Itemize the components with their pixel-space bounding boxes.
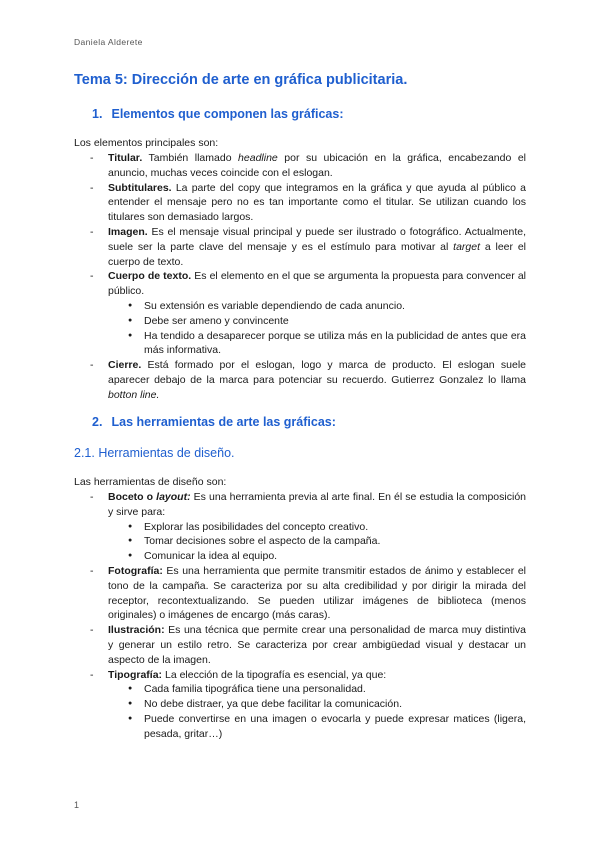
term-titular: Titular.	[108, 152, 143, 164]
bullet-item: ● Puede convertirse en una imagen o evocarla y puede expresar matices (ligera, pesada, gritar…)	[108, 712, 526, 742]
text-subtitulares: La parte del copy que integramos en la gráfica y que ayuda al público a entender el mensaje pero no es tan importante como el titular. Se utilizan cuando los titulares son demasiado largos.	[108, 181, 526, 224]
term-boceto	[108, 491, 191, 503]
list-item-ilustracion	[74, 623, 526, 667]
list-item-imagen	[74, 225, 526, 269]
list-item-tipografia	[74, 668, 526, 742]
text-cuerpo: Es el elemento en el que se argumenta la propuesta para convencer al público.	[108, 270, 526, 298]
term-fotografia: Fotografía:	[108, 564, 163, 577]
tipografia-bullets	[108, 682, 526, 741]
section-2-title: Las herramientas de arte las gráficas:	[111, 415, 336, 429]
bullet-item: ● Debe ser ameno y convincente	[108, 314, 526, 329]
text-titular-2: por su ubicación en la gráfica, encabezando el anuncio, muchas veces coincide con el eslogan.	[108, 152, 526, 179]
text-ilustracion: Es una técnica que permite crear una personalidad de marca muy distintiva y generar un estilo retro. Se caracteriza por crear ambigüedad visual y destacar un aspecto de la imagen.	[108, 624, 526, 666]
text-imagen-1: Es el mensaje visual principal y puede ser ilustrado o fotográfico. Actualmente, suele ser la parte clave del mensaje y es el estímulo para motivar al	[108, 225, 526, 253]
section-1-heading	[92, 107, 344, 121]
subsection-2-1-intro: Las herramientas de diseño son:	[74, 476, 227, 488]
text-titular-1: También llamado	[142, 152, 239, 164]
list-item-cierre	[74, 358, 526, 402]
em-headline: headline	[238, 152, 278, 164]
section-2-heading	[92, 415, 336, 429]
tools-list	[74, 490, 526, 742]
text-cierre: Está formado por el eslogan, logo y marca de producto. El eslogan suele aparecer debajo de la marca para potenciar su recuerdo. Gutierrez Gonzalez lo llama	[108, 359, 526, 386]
section-1-intro: Los elementos principales son:	[74, 137, 219, 149]
bullet-item: ● Explorar las posibilidades del concepto creativo.	[108, 520, 526, 535]
em-botton-line: botton line.	[108, 388, 160, 401]
list-item-titular	[74, 151, 526, 181]
text-tipografia: La elección de la tipografía es esencial, ya que:	[162, 668, 387, 681]
bullet-item: ● Su extensión es variable dependiendo de cada anuncio.	[108, 299, 526, 314]
em-layout: layout:	[156, 491, 191, 503]
term-imagen: Imagen.	[108, 225, 148, 238]
bullet-item: ● Tomar decisiones sobre el aspecto de la campaña.	[108, 534, 526, 549]
term-cuerpo: Cuerpo de texto.	[108, 270, 192, 283]
bullet-item: ● Ha tendido a desaparecer porque se utiliza más en la publicidad de antes que era más informativa.	[108, 329, 526, 359]
list-item-fotografia	[74, 564, 526, 623]
text-imagen-2: a leer el cuerpo de texto.	[108, 240, 526, 268]
em-target: target	[453, 240, 481, 253]
text-boceto: Es una herramienta previa al arte final. En él se estudia la composición y sirve para:	[108, 491, 526, 518]
term-boceto-text: Boceto o	[108, 491, 157, 503]
list-item-boceto	[74, 490, 526, 564]
page-title: Tema 5: Dirección de arte en gráfica publicitaria.	[74, 72, 408, 88]
section-1-number: 1.	[92, 107, 103, 121]
author-header: Daniela Alderete	[74, 37, 143, 47]
boceto-bullets	[108, 520, 526, 564]
term-cierre: Cierre.	[108, 359, 142, 372]
cuerpo-bullets	[108, 299, 526, 358]
term-tipografia: Tipografía:	[108, 668, 163, 681]
term-ilustracion: Ilustración:	[108, 624, 165, 637]
list-item-subtitulares	[74, 181, 526, 225]
term-subtitulares: Subtitulares.	[108, 181, 172, 194]
elements-list	[74, 151, 526, 403]
section-1-title: Elementos que componen las gráficas:	[111, 107, 344, 121]
list-item-cuerpo	[74, 269, 526, 358]
section-2-number: 2.	[92, 415, 103, 429]
bullet-item: ● Comunicar la idea al equipo.	[108, 549, 526, 564]
page-number: 1	[74, 800, 80, 810]
bullet-item: ● No debe distraer, ya que debe facilitar la comunicación.	[108, 697, 526, 712]
text-fotografia: Es una herramienta que permite transmitir estados de ánimo y establecer el tono de la campaña. Se caracteriza por su alta credibilidad y por dirigir la mirada del receptor, recontextualizando. Se pueden utilizar imágenes de biblioteca (menos originales) o imágenes de encargo (más caras).	[108, 564, 526, 622]
bullet-item: ● Cada familia tipográfica tiene una personalidad.	[108, 682, 526, 697]
subsection-2-1-heading: 2.1. Herramientas de diseño.	[74, 446, 235, 460]
